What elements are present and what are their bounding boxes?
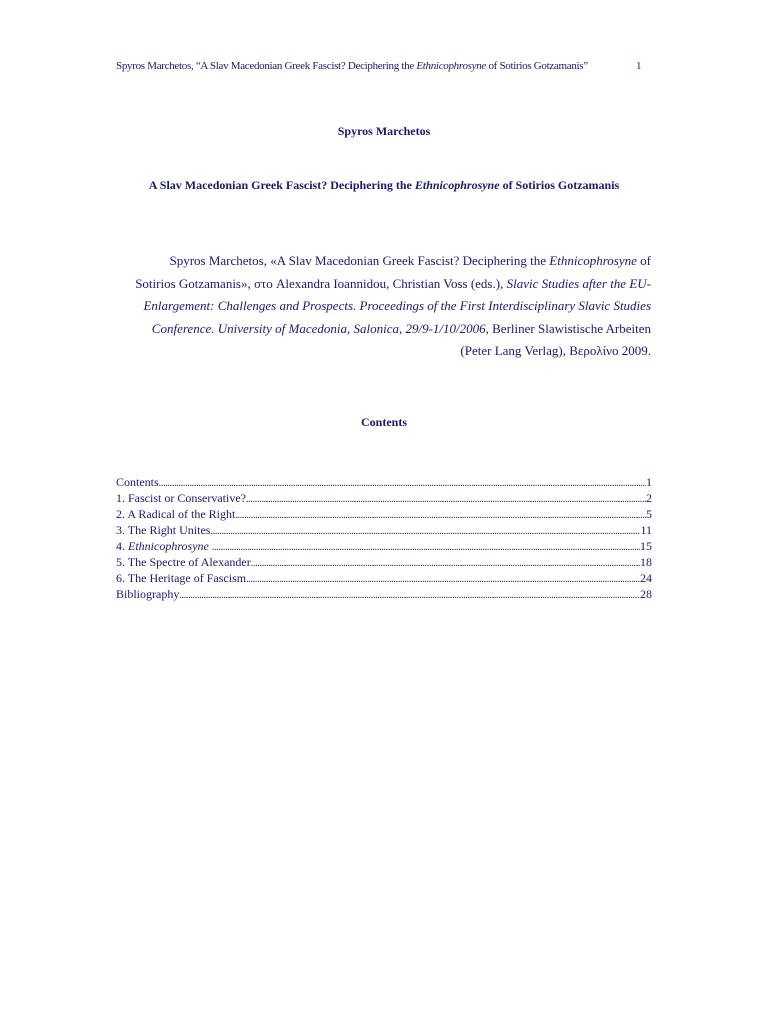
toc-leader [251, 556, 640, 571]
toc-leader [235, 508, 646, 523]
toc-leader [179, 588, 640, 603]
page-number: 1 [636, 60, 642, 72]
toc-label-italic: Ethnicophrosyne [128, 539, 209, 553]
toc-page: 1 [646, 475, 652, 489]
citation-italic: Conference. University of Macedonia, Salonica, 29/9-1/10/2006 [151, 320, 486, 336]
toc-label: 5. The Spectre of Alexander [116, 555, 251, 569]
toc-label: 3. The Right Unites [116, 523, 211, 537]
toc-page: 15 [640, 539, 652, 553]
title-part-1: A Slav Macedonian Greek Fascist? Deciphering the [148, 178, 415, 192]
citation-text: Spyros Marchetos, «A Slav Macedonian Greek Fascist? Deciphering the [169, 253, 550, 268]
toc-label: 6. The Heritage of Fascism [116, 571, 247, 585]
toc-label: Bibliography [116, 587, 180, 601]
toc-label: 1. Fascist or Conservative? [116, 491, 246, 505]
document-title [0, 178, 768, 193]
toc-page: 5 [646, 507, 652, 521]
toc-entry[interactable] [116, 555, 652, 571]
author-name: Spyros Marchetos [337, 124, 431, 138]
toc-entry[interactable] [116, 475, 652, 491]
running-header-italic: Ethnicophrosyne [416, 60, 486, 72]
citation-italic: Slavic Studies after the EU- [506, 275, 651, 291]
citation-line-5 [116, 340, 651, 363]
citation-text: Sotirios Gotzamanis», στο Alexandra Ioannidou, Christian Voss (eds.), [135, 275, 507, 291]
toc-entry[interactable] [116, 507, 652, 523]
toc-page: 28 [640, 587, 652, 601]
citation-line-2 [116, 273, 651, 296]
contents-heading: Contents [360, 415, 407, 429]
running-header [116, 60, 646, 72]
citation-italic: Ethnicophrosyne [549, 253, 637, 268]
toc-label: Contents [116, 475, 159, 489]
toc-label [116, 539, 212, 554]
title-part-2: of Sotirios Gotzamanis [499, 178, 620, 192]
toc-page: 2 [646, 491, 652, 505]
table-of-contents [116, 475, 652, 603]
citation-line-3 [116, 295, 651, 318]
citation-block [116, 250, 651, 363]
toc-entry[interactable] [116, 571, 652, 587]
toc-leader [210, 524, 640, 539]
toc-leader [159, 476, 646, 491]
citation-text: of [636, 253, 651, 268]
toc-entry[interactable] [116, 491, 652, 507]
toc-label: 2. A Radical of the Right [116, 507, 236, 521]
toc-page: 24 [640, 571, 652, 585]
citation-line-1 [116, 250, 651, 273]
citation-text: , Berliner Slawistische Arbeiten [485, 320, 651, 336]
toc-entry[interactable] [116, 587, 652, 603]
running-header-text-end: of Sotirios Gotzamanis” [486, 60, 588, 72]
running-header-text: Spyros Marchetos, “A Slav Macedonian Greek Fascist? Deciphering the [116, 60, 417, 72]
toc-leader [246, 572, 640, 587]
toc-leader [246, 492, 646, 507]
toc-entry[interactable] [116, 523, 652, 539]
citation-line-4 [116, 318, 651, 341]
toc-entry[interactable] [116, 539, 652, 555]
title-italic: Ethnicophrosyne [414, 178, 500, 192]
toc-page: 18 [640, 555, 652, 569]
citation-italic: Enlargement: Challenges and Prospects. Proceedings of the First Interdisciplinary Slavic Studies [143, 298, 651, 313]
toc-leader [212, 540, 640, 555]
citation-text: (Peter Lang Verlag), Βερολίνο 2009. [460, 343, 651, 358]
toc-page: 11 [640, 523, 652, 537]
toc-label-number: 4. [116, 539, 128, 553]
